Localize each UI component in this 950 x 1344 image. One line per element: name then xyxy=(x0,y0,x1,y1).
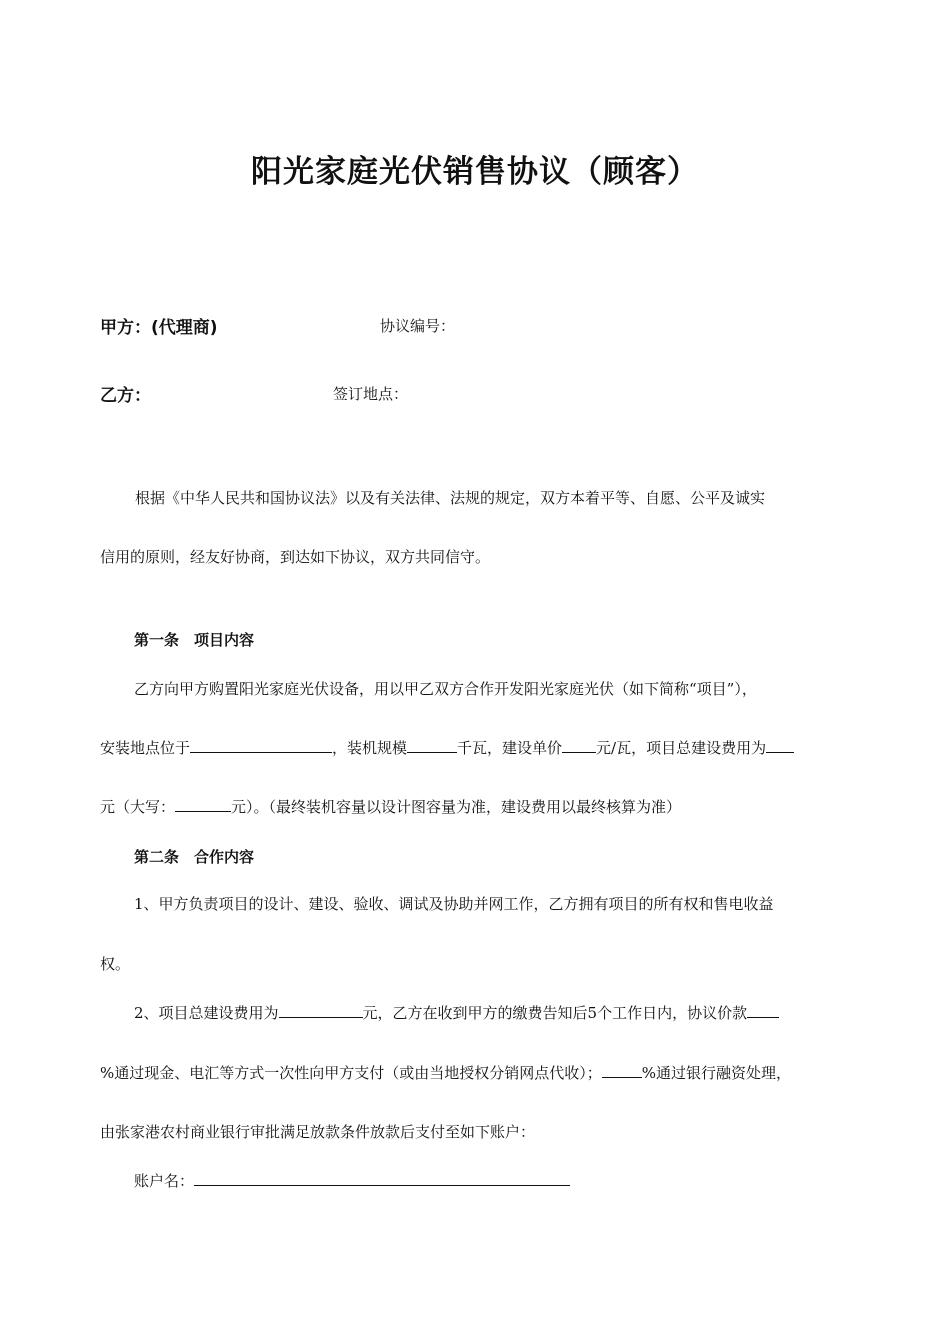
cash-percent-blank[interactable] xyxy=(747,1003,779,1018)
party-b-label: 乙方： xyxy=(100,386,151,406)
item2-total-blank[interactable] xyxy=(279,1003,363,1018)
signing-place-label: 签订地点： xyxy=(333,385,409,403)
article2-item1-line-1: 1、甲方负责项目的设计、建设、验收、调试及协助并网工作，乙方拥有项目的所有权和售电收益 xyxy=(134,895,774,913)
article2-item2-line-1 xyxy=(134,1003,779,1023)
account-name-blank[interactable] xyxy=(194,1171,570,1186)
cash-payment-text: %通过现金、电汇等方式一次性向甲方支付（或由当地授权分销网点代收）； xyxy=(100,1064,602,1082)
capacity-blank[interactable] xyxy=(407,738,457,753)
article1-line-3-tail: 元）。（最终装机容量以设计图容量为准，建设费用以最终核算为准） xyxy=(231,798,682,816)
loan-payment-text: %通过银行融资处理， xyxy=(641,1064,792,1082)
article1-line-1: 乙方向甲方购置阳光家庭光伏设备，用以甲乙双方合作开发阳光家庭光伏（如下简称“项目”）， xyxy=(134,680,757,698)
article1-heading: 第一条 项目内容 xyxy=(134,631,255,649)
loan-percent-blank[interactable] xyxy=(602,1063,642,1078)
intro-line-1: 根据《中华人民共和国协议法》以及有关法律、法规的规定，双方本着平等、自愿、公平及诚实 xyxy=(135,489,766,507)
article2-item2-line-2 xyxy=(100,1063,791,1083)
article2-heading: 第二条 合作内容 xyxy=(134,848,255,866)
amount-words-label: 元（大写： xyxy=(100,798,176,816)
amount-words-blank[interactable] xyxy=(175,797,231,812)
total-cost-label: 元/瓦，项目总建设费用为 xyxy=(596,739,767,757)
install-location-blank[interactable] xyxy=(190,738,332,753)
unit-price-blank[interactable] xyxy=(562,738,596,753)
party-a-note: (代理商) xyxy=(151,318,218,338)
page-title: 阳光家庭光伏销售协议（顾客） xyxy=(251,154,699,190)
article2-item2-line-3: 由张家港农村商业银行审批满足放款条件放款后支付至如下账户： xyxy=(100,1123,536,1141)
install-location-label: 安装地点位于 xyxy=(100,739,191,757)
intro-line-2: 信用的原则，经友好协商，到达如下协议，双方共同信守。 xyxy=(100,548,491,566)
item2-payment-terms: 元，乙方在收到甲方的缴费告知后5个工作日内，协议价款 xyxy=(362,1004,748,1022)
unit-price-label: 千瓦，建设单价 xyxy=(457,739,563,757)
article1-line-3 xyxy=(100,797,681,817)
article1-line-2 xyxy=(100,738,794,758)
article2-item1-line-2: 权。 xyxy=(100,955,131,973)
party-a-label-text: 甲方： xyxy=(100,318,151,338)
total-cost-blank[interactable] xyxy=(766,738,794,753)
party-a-label xyxy=(100,313,218,338)
capacity-label: ，装机规模 xyxy=(332,739,408,757)
agreement-no-label: 协议编号： xyxy=(380,317,456,335)
item2-total-label: 2、项目总建设费用为 xyxy=(134,1004,279,1022)
account-name-label: 账户名： xyxy=(134,1172,195,1190)
account-name-row xyxy=(134,1171,570,1191)
